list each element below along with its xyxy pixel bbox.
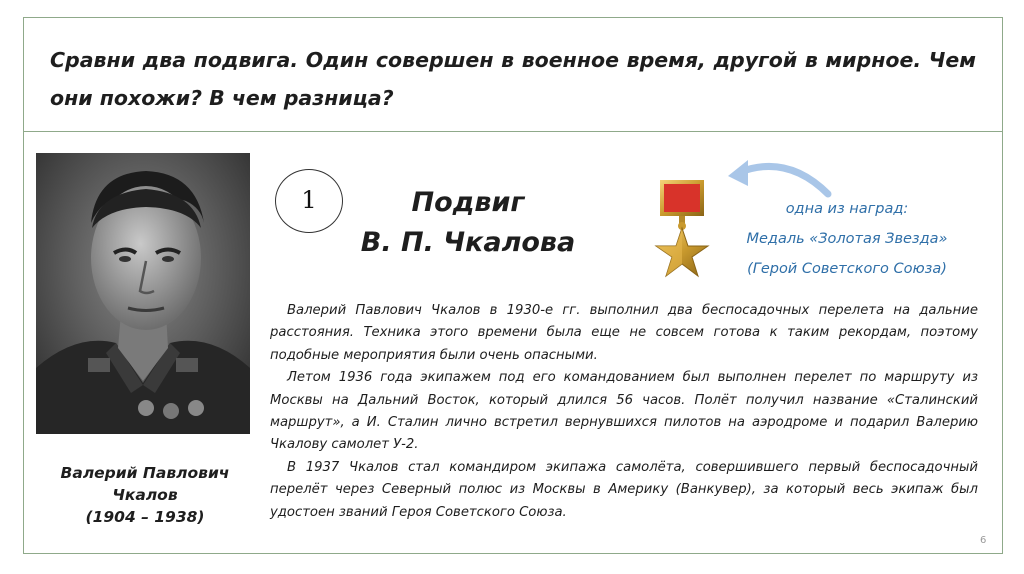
- award-note: [712, 194, 982, 284]
- number-badge: 1: [275, 169, 343, 233]
- paragraph: В 1937 Чкалов стал командиром экипажа самолёта, совершившего первый беспосадочный перелёт через Северный полюс из Москвы в Америку (Ванкувер), за который весь экипаж был удостоен званий Героя Советского Союза.: [270, 459, 978, 520]
- header-divider: [23, 131, 1003, 132]
- paragraph: Валерий Павлович Чкалов в 1930-е гг. выполнил два беспосадочных перелета на дальние расстояния. Техника этого времени была еще не совсем готова к таким рекордам, поэтому подобные мероприятия были очень опасными.: [270, 303, 978, 363]
- award-note-line1: одна из наград:: [785, 201, 909, 217]
- portrait-caption: [45, 462, 245, 528]
- gold-star-medal-icon: [650, 178, 714, 282]
- portrait-photo: [36, 153, 250, 434]
- caption-name-line1: Валерий Павлович: [60, 464, 230, 482]
- paragraph: Летом 1936 года экипажем под его командованием был выполнен перелет по маршруту из Москвы на Дальний Восток, который длился 56 часов. Полёт получил название «Сталинский маршрут», а И. Сталин лично встретил вернувшихся пилотов на аэродроме и подарил Валерию Чкалову самолет У-2.: [270, 370, 978, 453]
- feat-description: [270, 300, 978, 524]
- award-note-line2: Медаль «Золотая Звезда»: [746, 231, 948, 247]
- feat-title-line2: В. П. Чкалова: [360, 227, 576, 258]
- caption-years: (1904 – 1938): [85, 508, 205, 526]
- caption-name-line2: Чкалов: [112, 486, 178, 504]
- page-number: 6: [980, 535, 987, 546]
- slide-heading: Сравни два подвига. Один совершен в военное время, другой в мирное. Чем они похожи? В чем разница?: [50, 48, 976, 110]
- feat-title: [318, 183, 618, 263]
- feat-title-line1: Подвиг: [411, 187, 525, 218]
- award-note-line3: (Герой Советского Союза): [747, 261, 947, 277]
- portrait-illustration: [36, 153, 250, 434]
